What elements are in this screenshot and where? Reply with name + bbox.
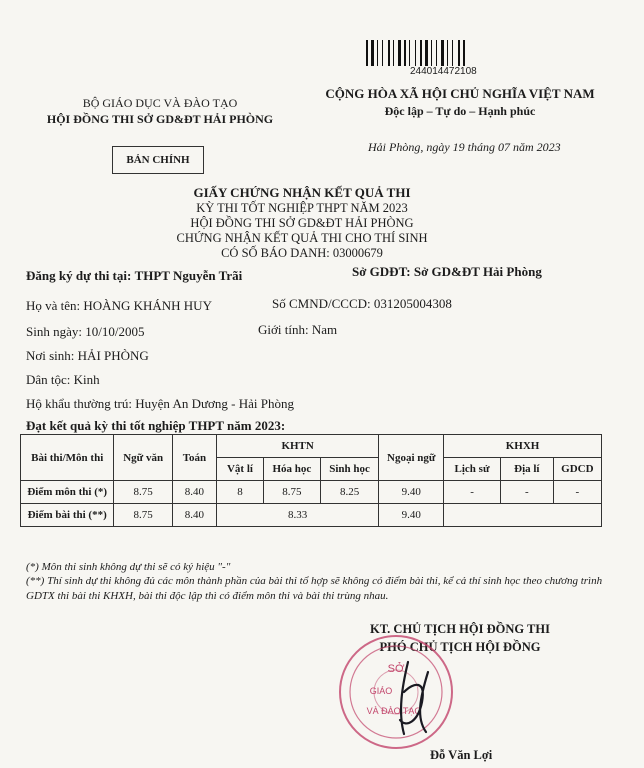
barcode-bar	[420, 40, 422, 66]
name-line	[26, 298, 212, 314]
id-label: Số CMND/CCCD:	[272, 296, 371, 311]
dob-label: Sinh ngày:	[26, 324, 82, 339]
residence-label: Hộ khẩu thường trú:	[26, 396, 132, 411]
header-khxh: KHXH	[444, 435, 602, 458]
table-header-row	[21, 435, 602, 458]
row2-nn: 9.40	[379, 504, 444, 527]
barcode-bar	[366, 40, 368, 66]
note-1: (*) Môn thi sinh không dự thi sẽ có ký hiệu "-"	[26, 561, 231, 573]
residence-line	[26, 396, 294, 412]
registration-line	[26, 268, 242, 284]
barcode-bar	[425, 40, 428, 66]
council-title: HỘI ĐỒNG THI SỞ GD&ĐT HẢI PHÒNG	[190, 216, 414, 230]
row1-toan: 8.40	[172, 481, 216, 504]
barcode-bar	[404, 40, 406, 66]
barcode-bar	[436, 40, 437, 66]
gender-line	[258, 322, 337, 338]
note-2: (**) Thí sinh dự thi không đủ các môn thành phần của bài thi tổ hợp sẽ không có điểm bài thi, kể cả thí sinh học theo chương trình GDTX thi bài thi KHXH, bài thi độc lập thì có điểm môn thi và bài thi trùng nhau.	[26, 575, 603, 602]
certificate-title: GIẤY CHỨNG NHẬN KẾT QUẢ THI	[193, 185, 411, 200]
row2-khxh	[444, 504, 602, 527]
student-gender: Nam	[311, 322, 338, 337]
barcode-bar	[371, 40, 374, 66]
header-van: Ngữ văn	[114, 435, 173, 481]
header-dia: Địa lí	[500, 458, 553, 481]
barcode-bar	[458, 40, 460, 66]
barcode-number: 244014472108	[410, 66, 477, 77]
barcode-bar	[452, 40, 453, 66]
student-dob: 10/10/2005	[85, 324, 145, 339]
row1-dia: -	[500, 481, 553, 504]
registration-school: THPT Nguyễn Trãi	[134, 268, 243, 283]
signature-title-2: PHÓ CHỦ TỊCH HỘI ĐỒNG	[379, 640, 541, 654]
signer-name: Đỗ Văn Lợi	[430, 748, 493, 762]
row1-gdcd: -	[553, 481, 601, 504]
ethnicity-line	[26, 372, 100, 388]
row1-hoa: 8.75	[264, 481, 321, 504]
header-toan: Toán	[172, 435, 216, 481]
registration-label: Đăng ký dự thi tại:	[26, 268, 132, 283]
row1-label: Điểm môn thi (*)	[21, 481, 114, 504]
barcode-bar	[377, 40, 378, 66]
barcode-bar	[441, 40, 444, 66]
barcode-bar	[409, 40, 410, 66]
barcode-bar	[431, 40, 432, 66]
student-name: HOÀNG KHÁNH HUY	[83, 298, 212, 313]
row2-label: Điểm bài thi (**)	[21, 504, 114, 527]
barcode	[366, 40, 496, 66]
signature-title-1: KT. CHỦ TỊCH HỘI ĐỒNG THI	[370, 622, 550, 636]
header-sinh: Sinh học	[320, 458, 379, 481]
header-su: Lịch sử	[444, 458, 501, 481]
barcode-bar	[393, 40, 394, 66]
results-table	[20, 434, 602, 527]
council-name: HỘI ĐỒNG THI SỞ GD&ĐT HẢI PHÒNG	[46, 112, 274, 126]
barcode-bar	[415, 40, 416, 66]
seal-text-1: SỞ	[387, 663, 405, 675]
student-ethnicity: Kinh	[73, 372, 100, 387]
sgd-line	[352, 264, 542, 280]
student-birthplace: HẢI PHÒNG	[77, 348, 149, 363]
student-residence: Huyện An Dương - Hải Phòng	[135, 396, 294, 411]
motto: Độc lập – Tự do – Hạnh phúc	[384, 104, 536, 118]
name-label: Họ và tên:	[26, 298, 81, 313]
header-li: Vật lí	[216, 458, 263, 481]
row1-van: 8.75	[114, 481, 173, 504]
seal-text-2: GIÁO	[369, 686, 393, 696]
id-line	[272, 296, 452, 312]
row2-toan: 8.40	[172, 504, 216, 527]
exam-name: KỲ THI TỐT NGHIỆP THPT NĂM 2023	[196, 201, 408, 215]
row2-khtn: 8.33	[216, 504, 379, 527]
table-row	[21, 481, 602, 504]
student-id: 031205004308	[373, 296, 452, 311]
barcode-bar	[447, 40, 448, 66]
original-copy-box: BẢN CHÍNH	[112, 146, 204, 174]
ministry-name: BỘ GIÁO DỤC VÀ ĐÀO TẠO	[82, 96, 238, 110]
results-heading: Đạt kết quả kỳ thi tốt nghiệp THPT năm 2023:	[26, 418, 286, 433]
sgd-value: Sở GD&ĐT Hải Phòng	[413, 264, 542, 279]
row1-sinh: 8.25	[320, 481, 379, 504]
sgd-label: Sở GDĐT:	[352, 264, 411, 279]
barcode-bar	[398, 40, 401, 66]
issue-date: Hải Phòng, ngày 19 tháng 07 năm 2023	[368, 140, 561, 154]
barcode-bar	[463, 40, 465, 66]
seal-text-3: VÀ ĐÀO TẠO	[366, 706, 422, 716]
candidate-number: CÓ SỐ BÁO DANH: 03000679	[221, 246, 383, 260]
ethnicity-label: Dân tộc:	[26, 372, 71, 387]
header-subject: Bài thi/Môn thi	[21, 435, 114, 481]
birthplace-label: Nơi sinh:	[26, 348, 75, 363]
barcode-bar	[388, 40, 390, 66]
row1-su: -	[444, 481, 501, 504]
row1-li: 8	[216, 481, 263, 504]
birthplace-line	[26, 348, 149, 364]
table-row	[21, 504, 602, 527]
header-khtn: KHTN	[216, 435, 379, 458]
official-seal	[336, 632, 456, 752]
row1-nn: 9.40	[379, 481, 444, 504]
certify-line: CHỨNG NHẬN KẾT QUẢ THI CHO THÍ SINH	[176, 231, 428, 245]
header-ngoaingu: Ngoại ngữ	[379, 435, 444, 481]
barcode-bar	[382, 40, 383, 66]
header-gdcd: GDCD	[553, 458, 601, 481]
header-hoa: Hóa học	[264, 458, 321, 481]
dob-line	[26, 324, 144, 340]
country-name: CỘNG HÒA XÃ HỘI CHỦ NGHĨA VIỆT NAM	[325, 86, 595, 101]
row2-van: 8.75	[114, 504, 173, 527]
gender-label: Giới tính:	[258, 322, 309, 337]
